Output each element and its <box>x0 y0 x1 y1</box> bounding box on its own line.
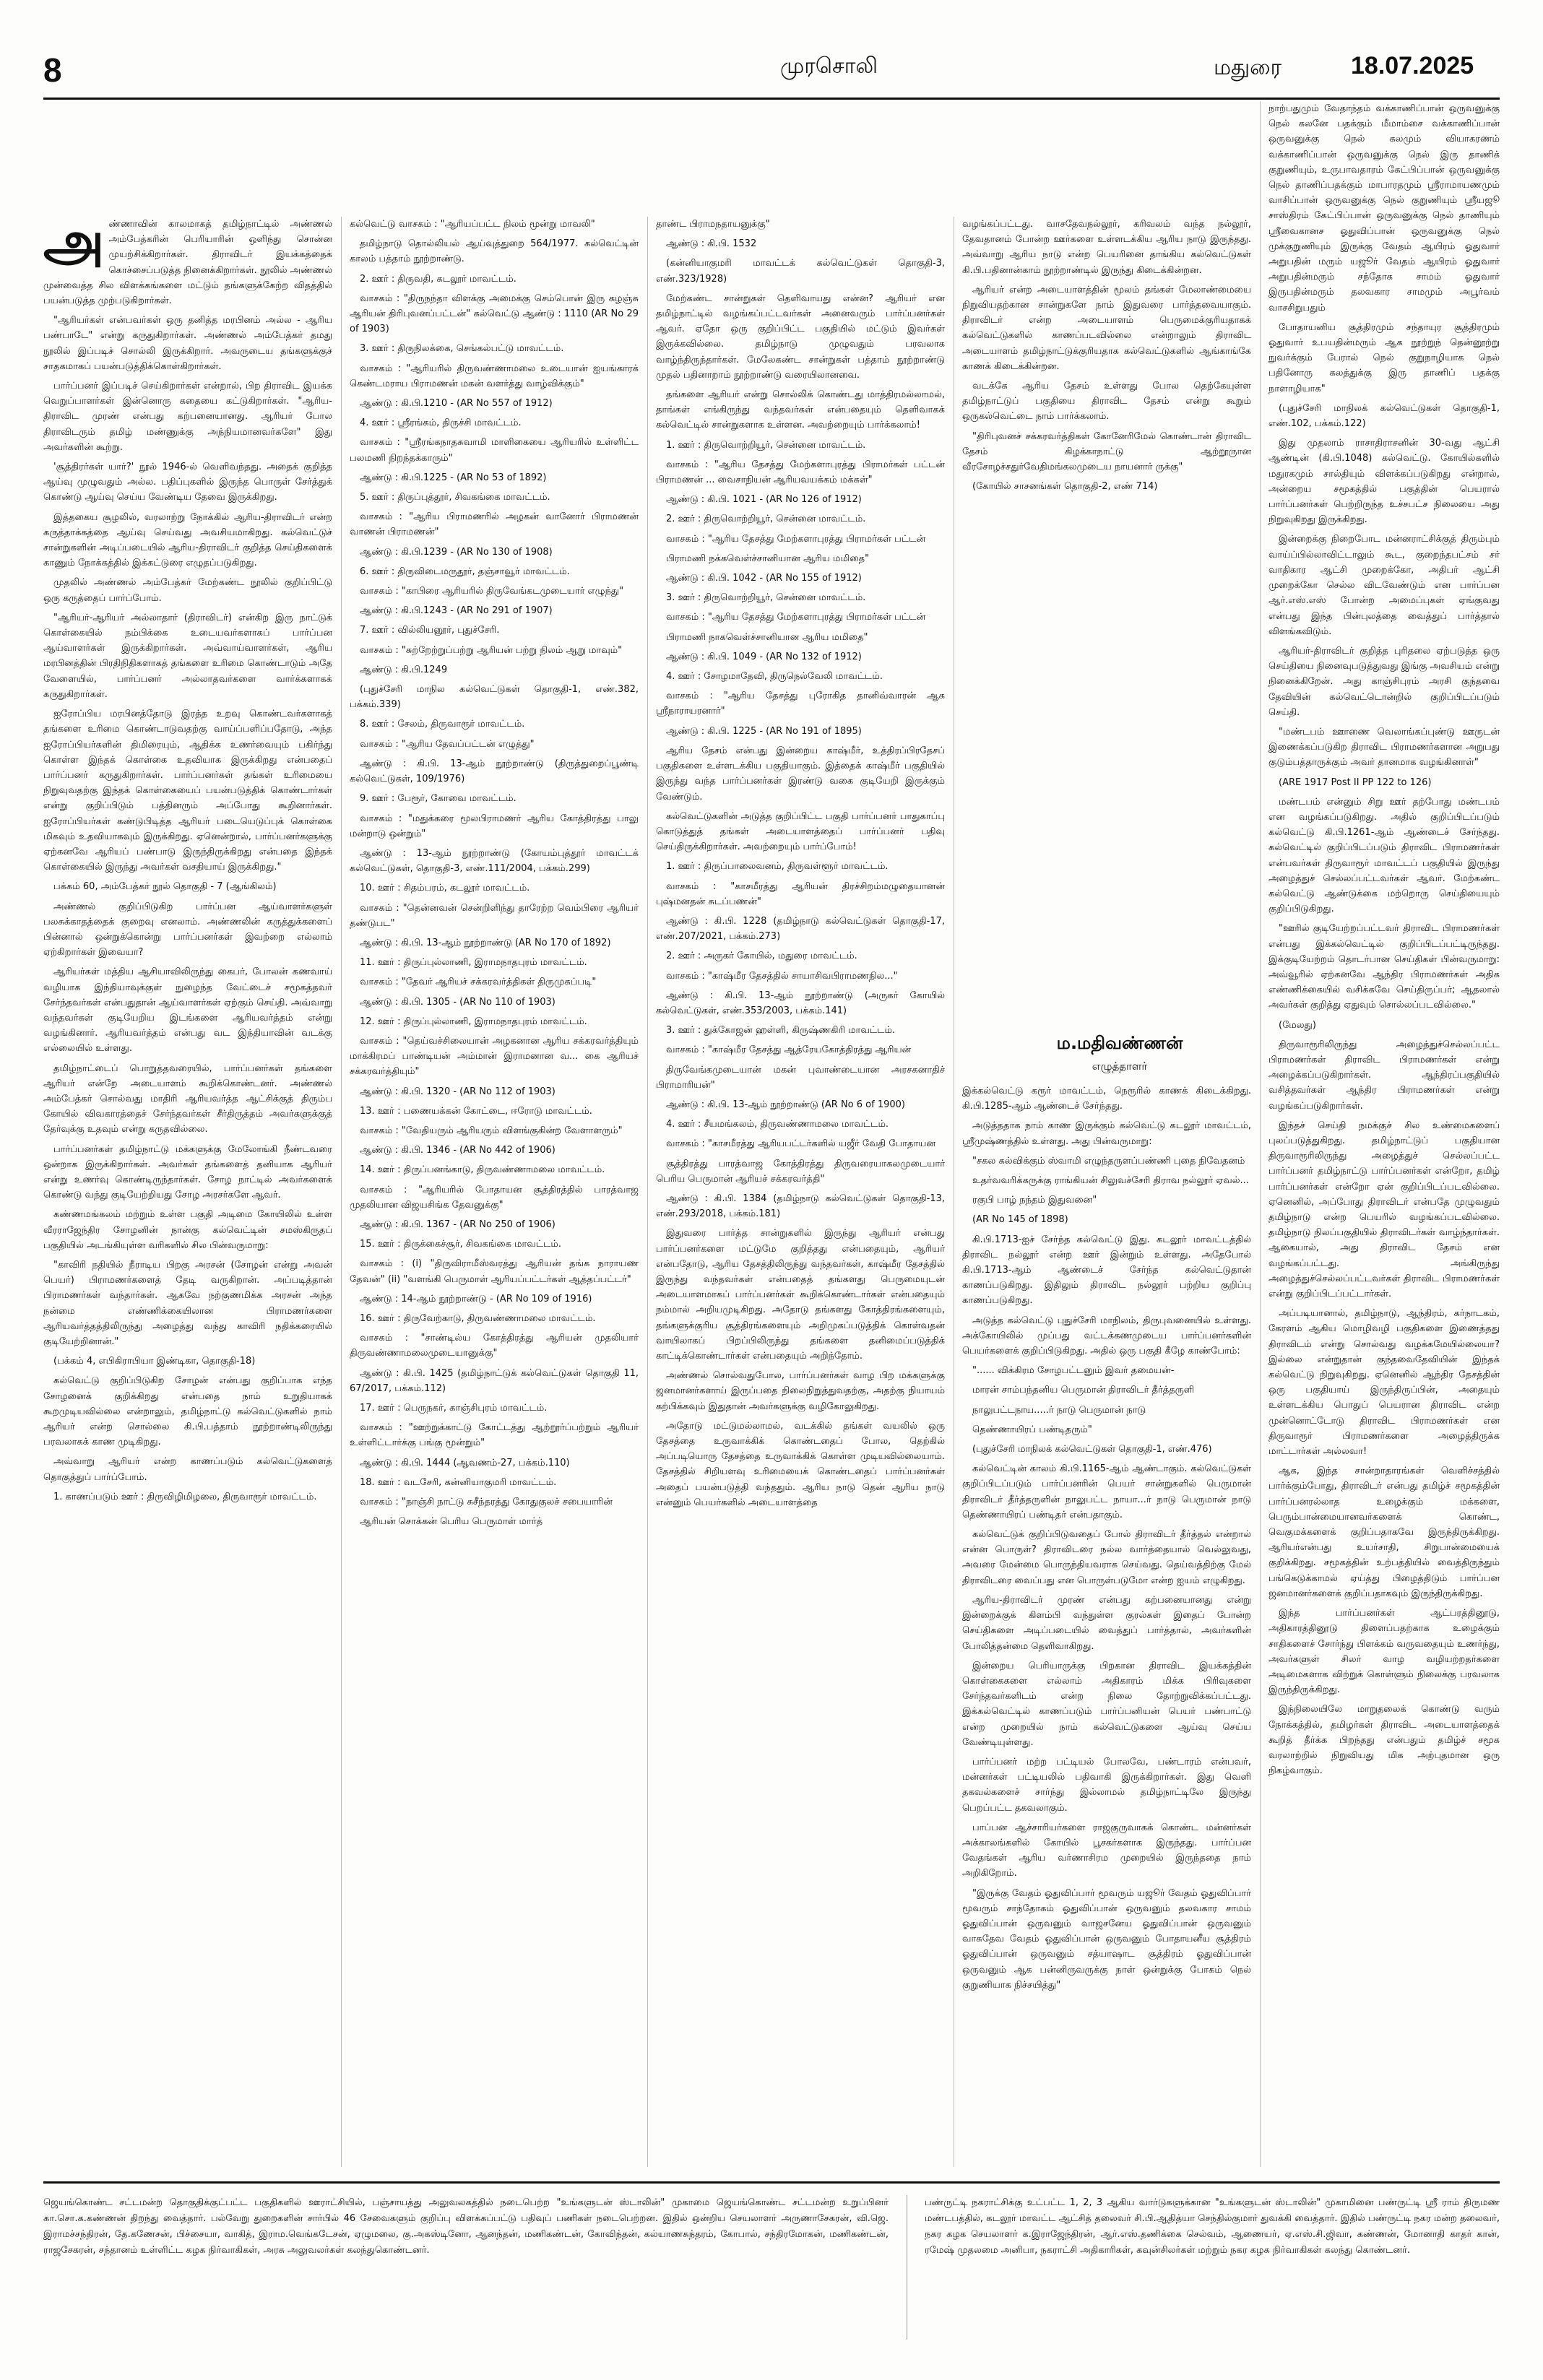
article-paragraph: 9. ஊர் : பேரூர், கோவை மாவட்டம். <box>360 793 517 805</box>
bottom-news-right: பண்ருட்டி நகராட்சிக்கு உட்பட்ட 1, 2, 3 ஆகிய வார்டுகளுக்கான "உங்களுடன் ஸ்டாலின்" முகாமினை பண்ருட்டி ஸ்ரீ ராம் திருமண மண்டபத்தில், கடலூர் மாவட்ட ஆட்சித் தலைவர் சி.பி.ஆதித்யா செந்தில்குமார் துவக்கி வைத்தார். இதில் பண்ருட்டி நகர மன்ற தலைவர், நகர கழக செயலாளர் க.இராஜேந்திரன், ஆர்.எஸ்.தணிக்கை செல்வம், ஆணையர், ஏ.எஸ்.சி.ஜிவா, கண்ணன், மோனாதி காதர் கான், ரமேஷ் முதலமை அனிபா, நகராட்சி அதிகாரிகள், கவுன்சிலர்கள் மற்றும் நகர கழக நிர்வாகிகள் கலந்து கொண்டனர். <box>925 2197 1500 2256</box>
article-paragraph: ஆண்டு : கி.பி. 1425 (தமிழ்நாட்டுக் கல்வெட்டுகள் தொகுதி 11, 67/2017, பக்கம்.112) <box>350 1367 639 1394</box>
article-paragraph: 14. ஊர் : திருப்பனங்காடு, திருவண்ணாமலை மாவட்டம். <box>360 1164 605 1176</box>
article-paragraph: இந்த பார்ப்பனர்கள் ஆட்பரத்தினூடு, அதிகாரத்தினூடு திளைப்பதற்காக உழைக்கும் சாதிகளைச் சோர்ந்து பிளக்கம் வருவதையும் உணர்ந்து, அவர்களுள் சிலர் வாழ வழியற்றதர்களை அடிமைகளாக விற்றுக் கொள்ளும் நிலைக்கு பரவலாக இருந்திருக்கிறது. <box>1268 1608 1500 1696</box>
bottom-news-strip <box>43 2181 1500 2357</box>
article-paragraph: ஆரிய தேசம் என்பது இன்றைய காஷ்மீர், உத்திரப்பிரதேசப் பகுதிகளை உள்ளடக்கிய பகுதியாகும். இத்தைக் காஷ்மீர் பகுதியில் இருந்து வந்த பார்ப்பனர்கள் இரண்டு வகை குடியேறி இருக்கும் வேண்டும். <box>656 745 945 802</box>
article-paragraph: உதர்வவரிக்கருக்கு ராங்கியன் சிலுவச்சேரி திராவ நல்லூர் ஏவல்... <box>972 1175 1249 1187</box>
masthead <box>43 51 1500 94</box>
article-paragraph: வாசகம் : "ஆரிய தேசத்து மேற்களாபுரத்து பிராமர்கள் பட்டன் <box>666 612 926 623</box>
article-paragraph: 4. ஊர் : சோழமாதேவி, திருநெல்வேலி மாவட்டம். <box>666 671 883 683</box>
dropcap: அ <box>43 217 105 273</box>
article-paragraph: ஆண்டு : கி.பி.1225 - (AR No 53 of 1892) <box>360 472 547 483</box>
article-paragraph: 4. ஊர் : சீயமங்கலம், திருவண்ணாமலை மாவட்டம். <box>666 1119 889 1130</box>
article-paragraph: தங்களை ஆரியர் என்று சொல்லிக் கொண்டது மாத்திரமல்லாமல், தாங்கள் எங்கிருந்து வந்தவர்கள் என்பதையும் தெளிவாகக் கல்வெட்டில் சான்றுகளாக உள்ளன. அவற்றையும் பார்க்கலாம்! <box>656 389 945 431</box>
article-paragraph: "...... விக்கிரம சோழபட்டனும் இவர் தமையன்- <box>972 1365 1175 1377</box>
article-paragraph: 3. ஊர் : திருவொற்றியூர், சென்னை மாவட்டம். <box>666 592 866 604</box>
article-paragraph: வாசகம் : "வேதியரும் ஆரியரும் விளங்குகின்ற வேளாளரும்" <box>360 1125 623 1136</box>
article-paragraph: 18. ஊர் : வடசேரி, கன்னியாகுமரி மாவட்டம். <box>360 1476 557 1488</box>
article-paragraph: ஆண்டு : கி.பி. 13-ஆம் நூற்றாண்டு (திருத்துறைப்பூண்டி கல்வெட்டுகள், 109/1976) <box>350 758 639 785</box>
article-paragraph: வாசகம் : "காஷ்மீர தேசத்தில் சாயாசிவபிராமணநில..." <box>666 970 898 982</box>
article-paragraph: வாசகம் : "ஆரிய தேவப்பட்டன் எழுத்து" <box>360 738 535 750</box>
article-paragraph: ண்ணாவின் காலமாகத் தமிழ்நாட்டில் அண்ணல் அம்பேத்கரின் பெரியாரின் ஒளிந்து சொன்ன முயற்சிக்கிறார்கள். திராவிடர் இயக்கத்தைக் கொச்சைப்படுத்த நினைக்கிறார்கள். நூலில் அண்ணல் முன்வைத்த சில விளக்கங்களை மட்டும் தங்களுக்கேற்ற விதத்தில் பயன்படுத்த முற்படுகிறார்கள். <box>43 219 332 307</box>
article-paragraph: பிராமணி நக்கவெள்ச்சானியான ஆரிய மமிதை" <box>666 553 870 564</box>
article-paragraph: (மேலது) <box>1279 1019 1316 1031</box>
article-paragraph: பார்ப்பனர்கள் தமிழ்நாட்டு மக்களுக்கு மேலோங்கி நீண்டவரை ஒன்றாக இருக்கிறார்கள். அவர்கள் தங்களைத் தனியாக ஆரியர் என்று உணர்வு கொண்டிருந்தார்கள். சோழ நாட்டில் அவர்களைக் கொண்டு வந்து குடியேற்றியது சோழ அரசர்களே ஆவர். <box>43 1143 332 1201</box>
article-paragraph: கி.பி.1713-ஐச் சேர்ந்த கல்வெட்டு இது. கடலூர் மாவட்டத்தில் திராவிட நல்லூர் என்ற ஊர் இன்றும் உள்ளது. அதேபோல் கி.பி.1713-ஆம் ஆண்டைச் சேர்ந்த கல்வெட்டுதான் காணப்படுகிறது. இதிலும் திராவிட நல்லூர் பற்றிய குறிப்பு காணப்படுகிறது. <box>962 1234 1251 1307</box>
article-paragraph: 3. ஊர் : துக்கோஜன் ஹள்ளி, கிருஷ்ணகிரி மாவட்டம். <box>666 1025 896 1037</box>
article-paragraph: ஆரியன் சொக்கன் பெரிய பெருமாள் மார்த் <box>360 1516 543 1528</box>
article-paragraph: 2. ஊர் : அருகர் கோயில், மதுரை மாவட்டம். <box>666 951 857 962</box>
article-paragraph: 1. காணப்படும் ஊர் : திருவிழிமிழலை, திருவாரூர் மாவட்டம். <box>53 1491 317 1502</box>
article-paragraph: "ஆரியர்-ஆரியர் அல்லாதார் (திராவிடர்) என்கிற இரு நாட்டுக் கொள்கையில் நம்பிக்கை உடையவர்களாகப் பார்ப்பன ஆய்வாளர்கள் இருக்கிறார்கள். அவ்வாய்வாளர்கள், ஆரிய மரபினத்தின் பிரதிநிதிகளாகத் தங்களை உரிமை கொண்டாடும் அதே வேளையில், பார்ப்பனர் அல்லாதவர்களை வார்க்களாகக் கருதுகிறார்கள். <box>43 612 332 700</box>
article-paragraph: வாசகம் : "காசமீரத்து ஆரியன் திரச்சிறம்மழுதையானன் புஷ்மனதன் சுடப்பணன்" <box>656 880 945 907</box>
article-paragraph: வாசகம் : "ஆரிய தேசத்து மேற்களாபுரத்து பிராமர்கள் பட்டன் <box>666 533 926 545</box>
article-paragraph: ஐரோப்பிய மரபினத்தோடு இரத்த உறவு கொண்டவர்களாகத் தங்களை உரிமை கொண்டாடுவதற்கு வாய்ப்பளிப்பதோடு, அந்த ஐரோப்பியர்களின் திமிரையும், ஆதிக்க உணர்வையும் பகிர்ந்து கொள்ள இந்தக் கொள்கை உதவியாக இருக்கிறது என்பதைப் பார்ப்பனர் கருதுகிறார்கள். பார்ப்பனர்கள் தங்கள் உரிமையை நிறுவுவதற்கு இந்தக் கொள்கையைப் பயன்படுத்திக் கொண்டார்கள் என்று குறிப்பிடும் பத்தினரும் அப்போது கூறினார்கள். ஐரோப்பியர்கள் கண்டுபிடித்த ஆரியர் படையெடுப்புக் கொள்கை மிகவும் உதவியாகவும் இருக்கிறது. ஏனென்றால், பார்ப்பனர்களுக்கு ஏற்கனவே ஆரியப் பண்பாடு இருந்திருக்கிறது என்பதை இந்தக் கொள்கையில் இருந்து அவர்கள் வசதியாய் இருக்கிறது." <box>43 709 332 873</box>
article-paragraph: பார்ப்பனர் மற்ற பட்டியல் போலவே, பண்டாரம் என்பவர், மன்னர்கள் பட்டியலில் பதிவாகி இருக்கிறார்கள். இது வெளி தகவல்களைச் சார்ந்து இல்லாமல் தமிழ்நாட்டிலே இருந்து பெறப்பட்ட தகவலாகும். <box>962 1756 1251 1814</box>
header-rule <box>43 98 1500 100</box>
article-paragraph: "இருக்கு வேதம் ஓதுவிப்பார் மூவரும் யஜூர் வேதம் ஓதுவிப்பார் மூவரும் சாந்தோகம் ஓதுவிப்பான் ஒருவனும் தலவகார சாமம் ஓதுவிப்பான் ஒருவனும் வாஜசனேய ஓதுவிப்பான் ஒருவனும் வாசுதேவ வேதம் ஓதுவிப்பான் ஒருவனும் போதாயனீய சூத்திரம் ஓதுவிப்பான் ஒருவனும் சத்யாஷாட சூத்திரம் ஓதுவிப்பான் ஒருவனும் ஆக பன்னிருவருக்கு நாள் ஒன்றுக்கு போகம் நெல் குறுணியாக நிச்சயித்து" <box>962 1887 1251 1991</box>
article-paragraph: ஆரிய-திராவிடர் முரண் என்பது கற்பனையானது என்று இன்றைக்குக் கிளம்பி வந்துள்ள குரல்கள் இதைப் போன்ற செய்திகளை அடிப்படையில் வைத்துப் பார்த்தால், அவர்களின் போலித்தன்மை தெளிவாகிறது. <box>962 1594 1251 1652</box>
article-paragraph: வாசகம் : "ஆரியரில் திருவண்ணாமலை உடையான் ஐயங்காரக் கெண்டமராய பிராமணன் மகன் வளர்த்து வாழ்விக்கும்" <box>350 363 639 389</box>
page-number: 8 <box>43 51 62 89</box>
article-paragraph: இதுவரை பார்த்த சான்றுகளில் இருந்து ஆரியர் என்பது பார்ப்பனர்களை மட்டுமே குறித்தது என்பதையும், ஆரியர் என்பதோடு, ஆரிய தேசத்திலிருந்து வந்தவர்கள், காஷ்மீர தேசத்தில் இருந்து வந்தவர்கள் என்பதைத் தங்களது பெருமையுடன் அடையாளமாகப் பார்ப்பனர்கள் கூறிக்கொண்டார்கள் என்பதையும் நம்மால் அறியமுடிகிறது. அதோடு தங்களது கோத்திரங்களையும், தங்களுக்குரிய சூத்திரங்களையும் அறிமுகப்படுத்திக் கொள்வதன் வாயிலாகப் பிறப்பிலிருந்து தங்களை தனிமைப்படுத்திக் காட்டிக்கொண்டார்கள் என்பதையும் அறிந்தோம். <box>656 1228 945 1362</box>
article-paragraph: (புதுச்சேரி மாநிலக் கல்வெட்டுகள் தொகுதி-1, எண்.102, பக்கம்.122) <box>1268 402 1500 430</box>
article-paragraph: ஆண்டு : கி.பி. 1346 - (AR No 442 of 1906) <box>360 1145 556 1156</box>
author-name: ம.மதிவண்ணன் <box>1056 1033 1183 1053</box>
article-paragraph: 'சூத்திரர்கள் யார்?' நூல் 1946-ல் வெளிவந்தது. அதைக் குறித்த ஆய்வு முழுவதும் அல்ல. பதிப்புகளில் இருந்த பொருள் சேர்த்துக் கொண்டு ஆய்வு செய்ய வேண்டிய தேவை இருக்கிறது. <box>43 462 332 503</box>
article-paragraph: வாசகம் : "காபிரை ஆரியரில் திருவேங்கடமுடையார் எழுந்து" <box>360 586 624 597</box>
article-paragraph: இது முதலாம் ராசாதிராசனின் 30-வது ஆட்சி ஆண்டின் (கி.பி.1048) கல்வெட்டு. கோயில்களில் மதுரகமும் சால்தியும் விளக்கப்படுகிறது என்றால், அன்றைய சமூகத்தில் பகுத்தின் பெயரால் பார்ப்பனர்கள் பெற்றிருந்த உச்சபட்ச நிலையை அது நிறுவுகிறது இருக்கிறது. <box>1268 438 1500 526</box>
article-paragraph: வாசகம் : "ஆரிய தேசத்து மேற்களாபுரத்து பிராமர்கள் பட்டன் பிராமணன் ... வைசாநியன் ஆரியவயக்கம் மக்கள்" <box>656 459 945 486</box>
article-paragraph: தாண்ட பிராமநதாயனுக்கு" <box>656 219 770 230</box>
article-paragraph: வாசகம் : "தேவர் ஆரியச் சக்கரவர்த்திகள் திருமுகப்படி" <box>360 977 597 988</box>
article-paragraph: வாசகம் : "ஆரிய பிராமணரில் அழகன் வானோர் பிராமணன் வாணன் பிராமணன்" <box>350 511 639 538</box>
column-divider <box>341 217 342 2167</box>
article-paragraph: வழங்கப்பட்டது. வாசதேவநல்லூர், கரிவலம் வந்த நல்லூர், தேவதானம் போன்ற ஊர்களை உள்ளடக்கிய ஆரிய நாடு இருந்தது. அவ்வாறு ஆரிய நாடு என்ற பெயரினை தாங்கிய கல்வெட்டுகள் கி.பி.பதினான்காம் நூற்றாண்டில் இருந்து கிடைக்கின்றன. <box>962 219 1251 276</box>
article-paragraph: கல்வெட்டின் காலம் கி.பி.1165-ஆம் ஆண்டாகும். கல்வெட்டுகள் குறிப்பிடப்படும் பார்ப்பனரின் பெயர் சான்றுகளில் பெருமான் திராவிடர் தீர்த்தருளின் நாலுபட்ட நாயா...ர் நாடு பெருமான் நாடு தெண்ணாயிரப் பண்டிதர் என்பதாகும். <box>962 1463 1251 1520</box>
article-paragraph: சூத்திரத்து பாரத்வாஜ கோத்திரத்து திருவரையாகலமுடையார் பெரிய பெருமான் ஆரியச் சக்கரவர்த்தி" <box>656 1158 945 1185</box>
article-paragraph: 2. ஊர் : திருவதி, கடலூர் மாவட்டம். <box>360 273 517 285</box>
article-paragraph: "ஆரியர்கள் என்பவர்கள் ஒரு தனித்த மரபினம் அல்ல - ஆரிய பண்பாடே" என்று கருதுகிறார்கள். அண்ணல் அம்பேத்கர் தமது நூலில் இப்படிச் சொல்லி இருக்கிறார். அவருடைய தங்களுக்குச் சாதகமாகப் பயன்படுத்திக்கொள்கிறார்கள். <box>43 315 332 372</box>
issue-date: 18.07.2025 <box>1351 52 1474 79</box>
article-paragraph: ஆண்டு : கி.பி. 1021 - (AR No 126 of 1912) <box>666 494 862 506</box>
article-paragraph: அண்ணல் குறிப்பிடுகிற பார்ப்பன ஆய்வாளர்களுள் பலசுக்காதத்தைக் குறைவு எனலாம். அண்ணலின் கருத்துக்களைப் பின்னால் ஒன்றுக்கொன்று பார்ப்பனர்கள் இவற்றை எல்லாம் ஏற்கிறார்கள் இவையா? <box>43 901 332 959</box>
article-paragraph: இன்றைய பெரியாருக்கு பிறகான திராவிட இயக்கத்தின் கொள்கைகளை எல்லாம் அதிகாரம் மிக்க பிரிவுகளை சேர்ந்தவர்களிடம் என்ற நிலை தோற்றுவிக்கப்பட்டது. இக்கல்வெட்டில் காணப்படும் பார்ப்பனியன் பெயர் பண்பாட்டு என்ற முறையில் நாம் கல்வெட்டுகளை ஆய்வு செய்ய வேண்டியுள்ளது. <box>962 1660 1251 1748</box>
article-paragraph: ஆண்டு : கி.பி. 1225 - (AR No 191 of 1895) <box>666 725 862 737</box>
article-paragraph: வாசகம் : "ஆரியரில் போதாயன சூத்திரத்தில் பாரத்வாஜ முதலியான விஜயசிங்க தேவனுக்கு" <box>350 1184 639 1211</box>
article-paragraph: கல்வெட்டு வாசகம் : "ஆரியப்பட்ட நிலம் மூன்று மாவலி" <box>350 219 595 230</box>
article-paragraph: ஆண்டு : கி.பி. 1228 (தமிழ்நாடு கல்வெட்டுகள் தொகுதி-17, எண்.207/2021, பக்கம்.273) <box>656 915 945 943</box>
article-paragraph: 2. ஊர் : திருவொற்றியூர், சென்னை மாவட்டம். <box>666 514 866 525</box>
article-paragraph: பிராமணி நாகவெள்ச்சானியான ஆரிய மமிதை" <box>666 631 868 643</box>
article-paragraph: ஆண்டு : கி.பி. 1384 (தமிழ்நாடு கல்வெட்டுகள் தொகுதி-13, எண்.293/2018, பக்கம்.181) <box>656 1193 945 1220</box>
article-paragraph: நாலுபட்டநாய.....ர் நாடு பெருமான் நாடு <box>972 1404 1146 1416</box>
article-column-5 <box>1268 101 1500 2167</box>
article-paragraph: வடக்கே ஆரிய தேசம் உள்ளது போல தெற்கேயுள்ள தமிழ்நாட்டுப் பகுதியை திராவிட தேசம் என்று கூறும் ஒருகல்வெட்டை நாம் பார்க்கலாம். <box>962 381 1251 423</box>
article-paragraph: திருவாரூரிலிருந்து அழைத்துச்செல்லப்பட்ட பிராமணர்கள் திராவிட பிராமணர்கள் என்று அழைக்கப்படுகிறார்கள். ஆந்திரப்பகுதியில் வசித்தவர்கள் ஆந்திர பிராமணர்கள் என்று வழங்கப்படுகிறார்கள். <box>1268 1039 1500 1112</box>
article-paragraph: அடுத்த கல்வெட்டு புதுச்சேரி மாநிலம், திருபுவனையில் உள்ளது. அக்கோயிலில் முப்பது வட்டக்கணமுடைய பார்ப்பனர்களின் பெயர்களைக் குறிப்பிடுகிறது. அதில் ஒரு பகுதி கீழே காண்போம்: <box>962 1315 1251 1357</box>
article-paragraph: ஆண்டு : கி.பி. 1305 - (AR No 110 of 1903) <box>360 996 556 1008</box>
bottom-news-left: ஜெயங்கொண்ட சட்டமன்ற தொகுதிக்குட்பட்ட பகுதிகளில் ஊராட்சியில், பஞ்சாயத்து அலுவலகத்தில் நடைபெற்ற "உங்களுடன் ஸ்டாலின்" முகாமை ஜெயங்கொண்ட சட்டமன்ற உறுப்பினர் கா.சொ.க.கண்ணன் திறந்து வைத்தார். பல்வேறு துறைகளின் சார்பில் 46 சேவைகளும் குறிப்பு விளக்கப்பட்டு பதிவுப் பணிகள் நடைபெற்றன. இதில் ஒன்றிய செயலாளர் அருணாசேகரன், வி.ஜெ. இராமச்சந்திரன், தே.கணேசன், பிச்சையா, வாகித், இராம.வெங்கடேசன், ஏழுமலை, கு.அகஸ்டினோ, ஆனந்தன், மணிகண்டன், கோவிந்தன், கல்யாணசுந்தரம், கோபால், சந்திரமோகன், மணிகண்டன், ராஜசேகரன், சந்தானம் உள்ளிட்ட கழக நிர்வாகிகள், அரசு அலுவலர்கள் கலந்துகொண்டனர். <box>43 2197 889 2256</box>
article-paragraph: 13. ஊர் : பணையக்கன் கோட்டை, ஈரோடு மாவட்டம். <box>360 1105 592 1117</box>
column-divider <box>1260 101 1261 2167</box>
article-paragraph: 3. ஊர் : திருநிலக்கை, செங்கல்பட்டு மாவட்டம். <box>360 343 564 355</box>
newspaper-name: முரசொலி <box>780 53 878 79</box>
article-paragraph: "மண்டபம் ஊாணை வெலாங்கப்புண்டு ஊருடன் இணைக்கப்படுகிற திராவிட பிராமணர்களான அறுபது குடும்பத்தாருக்கும் அவர் தானமாக வழங்கினாள்" <box>1268 726 1500 769</box>
article-paragraph: 16. ஊர் : திருவேற்காடு, திருவண்ணாமலை மாவட்டம். <box>360 1312 596 1324</box>
article-paragraph: ஆண்டு : கி.பி.1239 - (AR No 130 of 1908) <box>360 546 553 558</box>
article-paragraph: கல்வெட்டு குறிப்பிடுகிற சோழன் என்பது குறிப்பாக எந்த சோழனைக் குறிக்கிறது என்பதை நாம் உறுதியாகக் கூறமுடியவில்லை என்றாலும், தமிழ்நாட்டு கல்வெட்டுகளில் நாம் ஆரியர் என்ற சொல்லை கி.பி.பத்தாம் நூற்றாண்டிலிருந்து பரவலாகக் காண முடிகிறது. <box>43 1375 332 1448</box>
article-paragraph: பக்கம் 60, அம்பேத்கர் நூல் தொகுதி - 7 (ஆங்கிலம்) <box>53 881 277 893</box>
edition-city: மதுரை <box>1214 55 1282 80</box>
article-paragraph: வாசகம் : (i) "திருவிராமீஸ்வரத்து ஆரியன் தங்க நாராயண தேவன்" (ii) "வளங்கி பெருமாள் ஆரியப்பட்டர்கள் ஆத்தப்பட்டர்" <box>350 1258 639 1285</box>
article-paragraph: திருவேங்கமுடையான் மகன் புவாண்டையான அரசகனாதிச் பிராமாரியன்" <box>656 1064 945 1091</box>
author-role: எழுத்தாளர் <box>1092 1060 1148 1073</box>
article-paragraph: (புதுச்சேரி மாநிலக் கல்வெட்டுகள் தொகுதி-1, எண்.476) <box>972 1444 1212 1455</box>
article-paragraph: பார்ப்பனர் இப்படிச் செய்கிறார்கள் என்றால், பிற திராவிட இயக்க வெறுப்பாளர்கள் இன்னொரு கதையை கட்டுகிறார்கள். "ஆரிய-திராவிட முரண் என்பது கற்பனையானது. ஆரியர் போல திராவிடரும் தமிழ் மண்ணுக்கு அந்நியமானவர்களே" இது அவர்களின் கூற்று. <box>43 381 332 453</box>
article-paragraph: மாரன் சாம்பந்தனிய பெருமான் திராவிடர் தீர்த்தருளி <box>972 1385 1195 1396</box>
article-paragraph: அடுத்ததாக நாம் காண இருக்கும் கல்வெட்டு கடலூர் மாவட்டம், ஸ்ரீமுஷ்ணத்தில் உள்ளது. அது பின்வருமாறு: <box>962 1120 1251 1147</box>
article-paragraph: தமிழ்நாடு தொல்லியல் ஆய்வுத்துறை 564/1977. கல்வெட்டின் காலம் பத்தாம் நூற்றாண்டு. <box>350 238 639 265</box>
article-column-2 <box>350 217 639 2167</box>
article-paragraph: 1. ஊர் : திருப்பாலைவனம், திருவள்ளூர் மாவட்டம். <box>666 861 889 873</box>
article-paragraph: வாசகம் : "ஸ்ரீரங்கநாதசுவாமி மாளிகையை ஆரியரில் உள்ளிட்ட பலமணி நிறந்தக்காரும்" <box>350 437 639 464</box>
article-paragraph: ஆண்டு : கி.பி. 13-ஆம் நூற்றாண்டு (AR No 6 of 1900) <box>666 1099 905 1110</box>
article-paragraph: 12. ஊர் : திருப்புல்லாணி, இராமநாதபுரம் மாவட்டம். <box>360 1016 587 1027</box>
article-paragraph: இன்றைக்கு நிறைபோட மன்னராட்சிக்குத் திரும்பும் வாய்ப்பில்லாவிட்டாலும் கூட, குறைந்தபட்சம் சர் வாதிகார ஆட்சி முறைக்கோ, அதிபர் ஆட்சி முறைக்கோ செல்ல விடவேண்டும் என பார்ப்பன ஆர்.எஸ்.எஸ் போன்ற அமைப்புகள் ஏங்குவது என்பது இந்த பின்புலத்தை வைத்துப் பார்த்தால் விளங்கவிடும். <box>1268 534 1500 637</box>
article-paragraph: தெண்ணாயிரப் பண்டிதரும்" <box>972 1424 1092 1435</box>
article-paragraph: ஆரியர்-திராவிடர் குறித்த புரிதலை ஏற்படுத்த ஒரு செய்தியை நினைவுபடுத்துவது இங்கு அவசியம் என்று நினைக்கிறேன். அது காஞ்சிபுரம் அரசி குந்தவை தேவியின் கல்வெட்டொன்றில் குறிப்பிடப்படும் செய்தி. <box>1268 645 1500 718</box>
article-paragraph: "ஊரில் குடியேற்றப்பட்டவர் திராவிட பிராமணர்கள் என்பது இக்கல்வெட்டில் குறிப்பிடப்பட்டிருந்தது. இக்குடியேற்றம் தொடர்பான செய்திகள் பின்வருமாறு: அவ்வூரில் ஏற்கனவே ஆந்திர பிராமணர்கள் அதிக எண்ணிக்கையில் வசிக்கவே செய்திருப்பர்; ஆதலால் அவர்கள் குறித்து ஏதுவும் சொல்லப்படவில்லை." <box>1268 923 1500 1011</box>
article-paragraph: வாசகம் : "சுற்றேற்றுப்பற்று ஆரியன் பற்று நிலம் ஆறு மாவும்" <box>360 644 623 656</box>
article-paragraph: (AR No 145 of 1898) <box>972 1214 1068 1226</box>
article-paragraph: போதாயனிய சூத்திரமும் சந்தாயுர சூத்திரமும் ஓதுவார் உபயதின்மரும் ஆக நூற்றுந் தென்னூற்று நுவர்க்கும் பேரால் நெல் குறுநாழியாக நெல் பதினோரு கலத்துக்கு இரு தாணிப் பதக்கு நாளாழியாக" <box>1268 321 1500 394</box>
article-paragraph: நாற்பதுமும் வேதாந்தம் வக்காணிப்பான் ஒருவனுக்கு நெல் கலனே பதக்கும் மீமாம்சை வக்காணிப்பான் ஒருவனுக்கு நெல் கலமும் வியாகரணம் வக்காணிப்பான் ஒருவனுக்கு நெல் இரு தாணிக் குறுணியும், உருபாவதாரம் கேட்பிப்பான் ஒருவனுக்கு நெல் தாணிப்பதக்கும் மாபாரதமும் ஸ்ரீராமாயணமும் வாசிப்பான் ஒருவனுக்கு நெல் குறுணியும் ஸ்ரீயஜூ சாஸ்திரம் கேட்பிப்பான் ஒருவனுக்கு நெல் தாணியும் ஸ்ரீவைகானச ஓதுவிப்பான் ஒருவனுக்கு நெல் முக்குறுணியும் இருக்கு வேதம் ஆயிரம் ஓதுவார் அறுபதின் மரும் யஜூர் வேதம் ஆயிரம் ஓதுவார் அறுபதின்மரும் சந்தோக சாமம் ஓதுவார் இருபதின்மரும் தலவகார சாமமும் அபூர்வம் வாசசிறுபதும் <box>1268 103 1500 313</box>
article-paragraph: முதலில் அண்ணல் அம்பேத்கர் மேற்கண்ட நூலில் குறிப்பிட்டு ஒரு கருத்தைப் பார்ப்போம். <box>43 577 332 604</box>
article-paragraph: கல்வெட்டுக் குறிப்பிடுவதைப் போல் திராவிடர் தீர்த்தல் என்றால் என்ன பொருள்? திராவிடரை நல்ல வார்த்தையால் வெல்லுவது, அவரை மேன்மை பொருந்தியவராக செய்வது. தெய்வத்திற்கு மேல் திராவிடரை வைப்பது என பொருள்படுமோ என்ற ஐயம் எழுகிறது. <box>962 1529 1251 1586</box>
article-paragraph: ஆண்டு : கி.பி. 13-ஆம் நூற்றாண்டு (அருகர் கோயில் கல்வெட்டுகள், எண்.353/2003, பக்கம்.141) <box>656 990 945 1016</box>
article-column-4-bottom <box>962 1083 1251 2167</box>
article-paragraph: ஆண்டு : கி.பி. 1049 - (AR No 132 of 1912) <box>666 651 862 662</box>
article-paragraph: வாசகம் : "ஊற்றுக்காட்டு கோட்டத்து ஆற்றூர்ப்பற்றும் ஆரியர் உள்ளிட்டார்க்கு பங்கு மூன்றும்" <box>350 1422 639 1449</box>
article-paragraph: ஆரியர்கள் மத்திய ஆசியாவிலிருந்து கைபர், போலன் கணவாய் வழியாக இந்தியாவுக்குள் நுழைந்த வேட்டைச் சமூகத்தவர் சேர்ந்தவர்கள் என்பதுதான் ஆய்வாளர்கள் ஏற்கும் செய்தி. அவ்வாறு வந்தவர்கள் குடியேறிய இடங்களை ஆரியவர்த்தம் என்று வழங்கினார். ஆரியவர்த்தம் என்பது வட இந்தியாவின் வடக்கு எல்லையில் உள்ளது. <box>43 966 332 1055</box>
article-paragraph: வாசகம் : "ஆரிய தேசத்து புரோகித தானிவ்வாரன் ஆக ஸ்ரீநாராயரனார்" <box>656 691 945 717</box>
article-paragraph: ஆண்டு : கி.பி. 13-ஆம் நூற்றாண்டு (AR No 170 of 1892) <box>360 937 611 948</box>
article-paragraph: கல்வெட்டுகளின் அடுத்த குறிப்பிட்ட பகுதி பார்ப்பனர் பாதுகாப்பு கொடுத்துத் தங்கள் அடையாளத்தைப் பார்ப்பனர் பதிவு செய்திருக்கிறார்கள். அவற்றையும் பார்ப்போம்! <box>656 810 945 853</box>
article-paragraph: ஆரியர் என்ற அடையாளத்தின் மூலம் தங்கள் மேலாண்மையை நிறுவியதற்கான சான்றுகளே நாம் இதுவரை பார்த்தவையாகும். திராவிடர் என்ற அடையாளம் பெருமைக்குரியதாகக் கல்வெட்டுகளில் காணப்படவில்லை என்றாலும் திராவிட அடையாளம் தமிழ்நாட்டுக்குரியதாக கல்வெட்டுகளில் ஆங்காங்கே காணக் கிடைக்கின்றன. <box>962 284 1251 372</box>
article-paragraph: இந்தச் செய்தி நமக்குச் சில உண்மைகளைப் புலப்படுத்துகிறது. தமிழ்நாட்டுப் பகுதியான திருவாரூரிலிருந்து அழைத்துச் செல்லப்பட்ட பார்ப்பனர் தமிழ்நாட்டு பார்ப்பனர்கள் என்றோ, தமிழ் பார்ப்பனர்கள் என்றோ ஏன் குறிப்பிடப்படவில்லை. ஏனெனில், அப்போது திராவிடர் என்பதே முழுவதும் தமிழ்நாடு என்ற பெயரில் வழங்கப்படவில்லை. தமிழ்நாடு நிலப்பகுதியில் திராவிடர்கள் வாழ்ந்தார்கள். ஆகையால், அது திராவிட தேசம் என வழங்கப்பட்டது. அங்கிருந்து அழைத்துச்செல்லப்பட்டவர்கள் திராவிட பிராமணர்கள் என்று குறிப்பிடப்பட்டார்கள். <box>1268 1120 1500 1300</box>
article-paragraph: 6. ஊர் : திருவிடைமருதூர், தஞ்சாவூர் மாவட்டம். <box>360 566 570 577</box>
article-paragraph: வாசகம் : "காஷ்மீர தேசத்து ஆத்ரேயகோத்திரத்து ஆரியன் <box>666 1044 912 1056</box>
article-paragraph: அவ்வாறு ஆரியர் என்ற காணப்படும் கல்வெட்டுகளைத் தொகுத்துப் பார்ப்போம். <box>43 1456 332 1483</box>
article-paragraph: 5. ஊர் : திருப்புத்தூர், சிவகங்கை மாவட்டம். <box>360 492 550 503</box>
article-paragraph: (ARE 1917 Post II PP 122 to 126) <box>1279 776 1432 788</box>
article-paragraph: ஆண்டு : கி.பி. 1367 - (AR No 250 of 1906) <box>360 1219 556 1230</box>
article-paragraph: 10. ஊர் : சிதம்பரம், கடலூர் மாவட்டம். <box>360 883 530 894</box>
article-paragraph: "காவிரி நதியில் நீராடிய பிறகு அரசன் (சோழன் என்று அவன் பெயர்) பிராமணர்களைத் தேடி வருகிறான். அப்படித்தான் பிராமணர்கள் வந்தார்கள். ஆகவே நற்குணமிக்க அரசன் அந்த நன்மை எண்ணிக்கையிலான பிராமணர்களை ஆரியவர்த்தத்திலிருந்து அழைத்து வந்து காவிரி நதிக்கரையில் குடியேற்றினான்." <box>43 1260 332 1348</box>
article-paragraph: ஆண்டு : கி.பி.1210 - (AR No 557 of 1912) <box>360 398 553 410</box>
article-paragraph: கண்ணமங்கலம் மற்றும் உள்ள பகுதி அடிமை கோயிலில் உள்ள வீரராஜேந்திர சோழனின் நான்கு கல்வெட்டின் சமஸ்கிருதப் பகுதியில் அடங்கியுள்ள வரிகளில் சில பின்வருமாறு: <box>43 1209 332 1251</box>
article-paragraph: 17. ஊர் : பெருநகர், காஞ்சிபுரம் மாவட்டம். <box>360 1403 548 1414</box>
article-paragraph: "திரிபுவனச் சக்கரவர்த்திகள் கோனேரிமேல் கொண்டான் திராவிட தேசம் கிழக்காநாட்டு ஆற்றூருான வீரசோழச்சதுர்வேதிமங்கலமுடைய நாயனார் ருக்கு" <box>962 430 1251 473</box>
article-paragraph: வாசகம் : "காசமீரத்து ஆரியபட்டர்களில் யஜீர் வேதி போதாயன <box>666 1138 936 1150</box>
article-paragraph: (புதுச்சேரி மாநில கல்வெட்டுகள் தொகுதி-1, எண்.382, பக்கம்.339) <box>350 684 639 711</box>
article-paragraph: 8. ஊர் : சேலம், திருவாரூர் மாவட்டம். <box>360 719 525 730</box>
article-paragraph: மேற்கண்ட சான்றுகள் தெளிவாயது என்ன? ஆரியர் என தமிழ்நாட்டில் வழங்கப்பட்டவர்கள் அனைவரும் பார்ப்பனர்கள் ஆவர். ஏதோ ஒரு குறிப்பிட்ட பகுதியில் மட்டும் இவர்கள் இருக்கவில்லை. தமிழ்நாடு முழுவதும் பரவலாக வாழ்ந்திருந்தார்கள். மேலேகண்ட சான்றுகள் பத்தாம் நூற்றாண்டு முதல் பதினாறாம் நூற்றாண்டு வரையிலானவை. <box>656 293 945 381</box>
article-paragraph: தமிழ்நாட்டைப் பொறுத்தவரையில், பார்ப்பனர்கள் தங்களை ஆரியர் என்றே அடையாளம் கூறிக்கொண்டனர். அண்ணல் அம்பேத்கர் சொல்வது மாதிரி ஆரியவர்த்த ஆட்சிக்குத் திரும்ப கோயில் விவகாரத்தைச் சேர்ந்தவர்கள் சீர்திருத்தம் அவர்களுக்குத் தேர்வுக்கு உதவும் என்று கருதவில்லை. <box>43 1063 332 1135</box>
article-paragraph: (கோயில் சாசனங்கள் தொகுதி-2, எண் 714) <box>972 481 1158 493</box>
article-paragraph: இக்கல்வெட்டு கரூர் மாவட்டம், நெரூரில் காணக் கிடைக்கிறது. கி.பி.1285-ஆம் ஆண்டைச் சேர்ந்தது. <box>962 1086 1251 1112</box>
article-paragraph: வாசகம் : "நாஞ்சி நாட்டு சுசீந்தரத்து கோதுகுலச் சபையாரின் <box>360 1497 613 1508</box>
byline <box>1011 1033 1228 1074</box>
article-paragraph: வாசகம் : "தென்னவன் சென்றிளிந்து தாரேற்ற வெம்பிரை ஆரியர் தண்டுபட" <box>350 902 639 929</box>
article-paragraph: 11. ஊர் : திருப்புல்லாணி, இராமநாதபுரம் மாவட்டம். <box>360 957 587 969</box>
column-divider <box>647 217 648 2167</box>
article-paragraph: (கன்னியாகுமரி மாவட்டக் கல்வெட்டுகள் தொகுதி-3, எண்.323/1928) <box>656 258 945 285</box>
article-paragraph: 15. ஊர் : திருக்கைச்சூர், சிவகங்கை மாவட்டம். <box>360 1239 561 1250</box>
article-column-4-top <box>962 217 1251 1011</box>
article-paragraph: (பக்கம் 4, எபிகிராபியா இண்டிகா, தொகுதி-18) <box>53 1356 256 1367</box>
article-paragraph: ஆண்டு : கி.பி. 1042 - (AR No 155 of 1912) <box>666 573 862 584</box>
article-paragraph: ஆண்டு : கி.பி. 1532 <box>666 238 757 250</box>
article-paragraph: வாசகம் : "சாண்டில்ய கோத்திரத்து ஆரியன் முதலியார் திருவண்ணாமலைமுடையானுக்கு" <box>350 1333 639 1359</box>
article-paragraph: மண்டபம் என்னும் சிறு ஊர் தற்போது மண்டபம் என வழங்கப்படுகிறது. அதில் குறிப்பிடப்படும் கல்வெட்டு கி.பி.1261-ஆம் ஆண்டைச் சேர்ந்தது. கல்வெட்டில் குறிப்பிடப்படும் திராவிட பிராமணர்கள் என்பவர்கள் திருவாரூர் மாவட்டப் பகுதியில் இருந்து அழைத்துச் செல்லப்பட்டவர்கள் ஆவர். மேற்கண்ட கல்வெட்டு ஆண்டுக்கை மற்றொரு செய்தியையும் குறிப்பிடுகிறது. <box>1268 796 1500 915</box>
article-paragraph: வாசகம் : "தெய்வச்சிலையான் அழகனான ஆரிய சக்கரவர்த்தியும் மாக்கிரமப் பாண்டியன் அம்மான் இராமனான வ... கை ஆரியச் சக்கரவர்த்தியும்" <box>350 1035 639 1078</box>
article-paragraph: 7. ஊர் : வில்லியனூர், புதுச்சேரி. <box>360 625 500 636</box>
article-paragraph: 4. ஊர் : ஸ்ரீரங்கம், திருச்சி மாவட்டம். <box>360 417 522 429</box>
article-paragraph: ஆண்டு : கி.பி. 1444 (ஆவணம்-27, பக்கம்.110) <box>360 1457 570 1468</box>
article-paragraph: இந்நிலையிலே மாறுதலைக் கொண்டு வரும் நோக்கத்தில், தமிழர்கள் திராவிட அடையாளத்தைக் கூறித் தீர்க்க பிறந்தது என்பதும் தமிழ்ச் சமூக வரலாற்றில் நிறுவியது மிக அற்புதமான ஒரு நிகழ்வாகும். <box>1268 1704 1500 1777</box>
article-paragraph: ரகுபி பாழ் நந்தம் இதுவனை" <box>972 1195 1097 1206</box>
article-paragraph: ஆண்டு : 14-ஆம் நூற்றாண்டு - (AR No 109 of 1916) <box>360 1293 592 1304</box>
article-paragraph: ஆக, இந்த சான்றாதாரங்கள் வெளிச்சத்தில் பார்க்கும்போது, திராவிடர் என்பது தமிழ்ச் சமூகத்தின் பார்ப்பனரல்லாத உழைக்கும் மக்களை, பெரும்பான்மையானவர்களைக் கொண்ட, வெகுமக்களைக் குறிப்பதாகவே இருந்திருக்கிறது. ஆரியர்என்பது உயர்சாதி, சிறுபான்மையைக் குறிக்கிறது. சமூகத்தின் உற்பத்தியில் வைத்திருந்தும் பங்கெடுக்காமல் ஏய்த்து பிழைத்திடும் பார்ப்பன ஜனமானர்களைக் குறிப்பதாகவும் இருந்திருக்கிறது. <box>1268 1466 1500 1599</box>
article-column-1 <box>43 217 332 2167</box>
article-paragraph: ஆண்டு : கி.பி.1249 <box>360 664 448 675</box>
article-column-3 <box>656 217 945 2167</box>
article-paragraph: பாப்பன ஆச்சாரியர்களை ராஜகுருவாகக் கொண்ட மன்னர்கள் அக்காலங்களில் கோயில் பூசகர்களாக இருந்தது. பார்ப்பன வேதங்கள் ஆரிய வர்ணாசிரம முறையில் இருந்ததை நாம் அறிகிறோம். <box>962 1822 1251 1879</box>
article-paragraph: வாசகம் : "திருநந்தா விளக்கு அமைக்கு செம்பொன் இரு கழஞ்சு ஆரியன் திரிபுவனப்பட்டன்" கல்வெட்டு ஆண்டு : 1110 (AR No 29 of 1903) <box>350 293 639 335</box>
article-paragraph: "சகல கல்விக்கும் ஸ்வாமி எழுந்தருளப்பண்ணி புதை நிவேதனம் <box>972 1155 1245 1167</box>
article-paragraph: வாசகம் : "மதுக்கரை மூலபிராமணர் ஆரிய கோத்திரத்து பாலு மன்றாடு ஒன்றும்" <box>350 813 639 839</box>
article-paragraph: இத்தகைய சூழலில், வரலாற்று நோக்கில் ஆரிய-திராவிடர் என்ற கருத்தாக்கத்தை ஆய்வு செய்வது அவசியமாகிறது. கல்வெட்டுச் சான்றுகளின் அடிப்படையில் ஆரிய-திராவிடர் குறித்த செய்திகளைக் காணும் நோக்கத்தில் இக்கட்டுரை எழுதப்படுகிறது. <box>43 511 332 569</box>
article-paragraph: ஆண்டு : கி.பி. 1320 - (AR No 112 of 1903) <box>360 1086 556 1097</box>
article-paragraph: அப்படியானால், தமிழ்நாடு, ஆந்திரம், கர்நாடகம், கேரளம் ஆகிய மொழிவழி பகுதிகளை இணைத்தது திராவிடம் என்று சொல்வது வழக்கமேயில்லையா? இல்லை என்றுதான் குந்தவைதேவியின் இந்தக் கல்வெட்டு நிறுவுகிறது. ஏனெனில் ஆந்திர தேசத்தின் ஒரு பகுதியாய் இருந்திருப்பின், அதையும் உள்ளடக்கிய பொதுப் பெயரான திராவிட என்ற முன்னொட்டோடு திராவிட பிராமணர்கள் என திருவாரூர் பிராமணர்களை அழைத்திருக்க மாட்டார்கள் அல்லவா! <box>1268 1308 1500 1458</box>
article-paragraph: ஆண்டு : 13-ஆம் நூற்றாண்டு (கோயம்புத்தூர் மாவட்டக் கல்வெட்டுகள், தொகுதி-3, எண்.111/2004, பக்கம்.299) <box>350 847 639 875</box>
article-paragraph: ஆண்டு : கி.பி.1243 - (AR No 291 of 1907) <box>360 605 553 617</box>
article-paragraph: அண்ணல் சொல்வதுபோல, பார்ப்பனர்கள் வாழ பிற மக்களுக்கு ஜனமானர்களாய் இருப்பதை நிலைநிறுத்துவதற்கு, அதற்கு நியாயம் கற்பிக்கவும் இதுதான் அவர்களுக்கு வழிகோலுகிறது. <box>656 1370 945 1412</box>
article-paragraph: 1. ஊர் : திருவொற்றியூர், சென்னை மாவட்டம். <box>666 439 866 451</box>
article-paragraph: அதோடு மட்டுமல்லாமல், வடக்கில் தங்கள் வயலில் ஒரு தேசத்தை உருவாக்கிக் கொண்டதைப் போல, தெற்கில் அப்படியொரு தேசத்தை உருவாக்கிக் கொள்ள முடியவில்லையாம். தேசத்தில் சிறியளவு உரிமையைக் கொண்டதைப் பார்ப்பனர்கள் அதைப் பயன்படுத்தி வந்ததும். ஆரிய நாடு தென் ஆரிய நாடு என்னும் பெயர்களில் அடையாளத்தை <box>656 1420 945 1508</box>
